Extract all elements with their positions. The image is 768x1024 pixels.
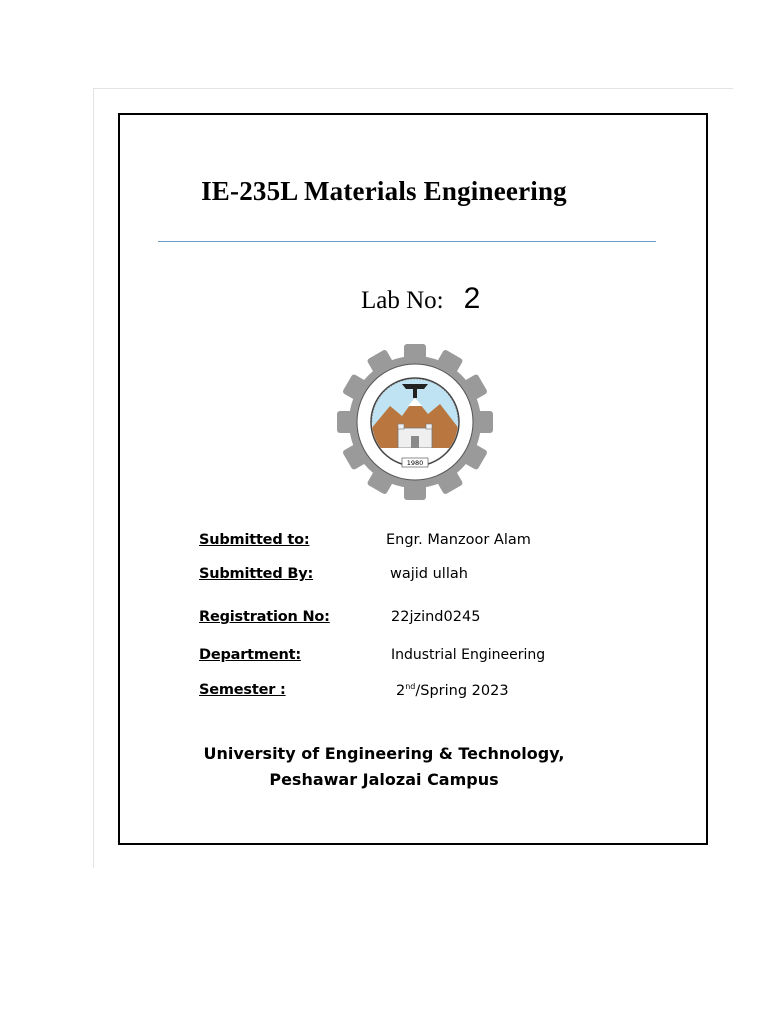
submitted-by-label: Submitted By: xyxy=(199,566,314,582)
registration-label: Registration No: xyxy=(199,609,330,625)
lab-number: 2 xyxy=(463,282,481,315)
department-value: Industrial Engineering xyxy=(391,647,546,663)
submitted-by-value: wajid ullah xyxy=(390,566,468,582)
semester-ordinal: nd xyxy=(405,682,416,691)
university-name: University of Engineering & Technology, xyxy=(203,744,565,763)
campus-name: Peshawar Jalozai Campus xyxy=(269,770,499,789)
semester-term: /Spring 2023 xyxy=(415,682,509,699)
lab-label: Lab No: xyxy=(361,287,444,314)
submitted-to-label: Submitted to: xyxy=(199,532,310,548)
university-seal-logo xyxy=(332,344,498,500)
course-title: IE-235L Materials Engineering xyxy=(201,176,567,206)
semester-label: Semester : xyxy=(199,682,286,698)
semester-number: 2 xyxy=(396,682,406,699)
registration-value: 22jzind0245 xyxy=(391,609,481,625)
semester-value xyxy=(396,682,509,699)
lab-number-heading xyxy=(361,282,480,316)
title-divider xyxy=(158,241,656,242)
department-label: Department: xyxy=(199,647,301,663)
seal-year: 1980 xyxy=(406,459,424,467)
submitted-to-value: Engr. Manzoor Alam xyxy=(386,532,531,548)
